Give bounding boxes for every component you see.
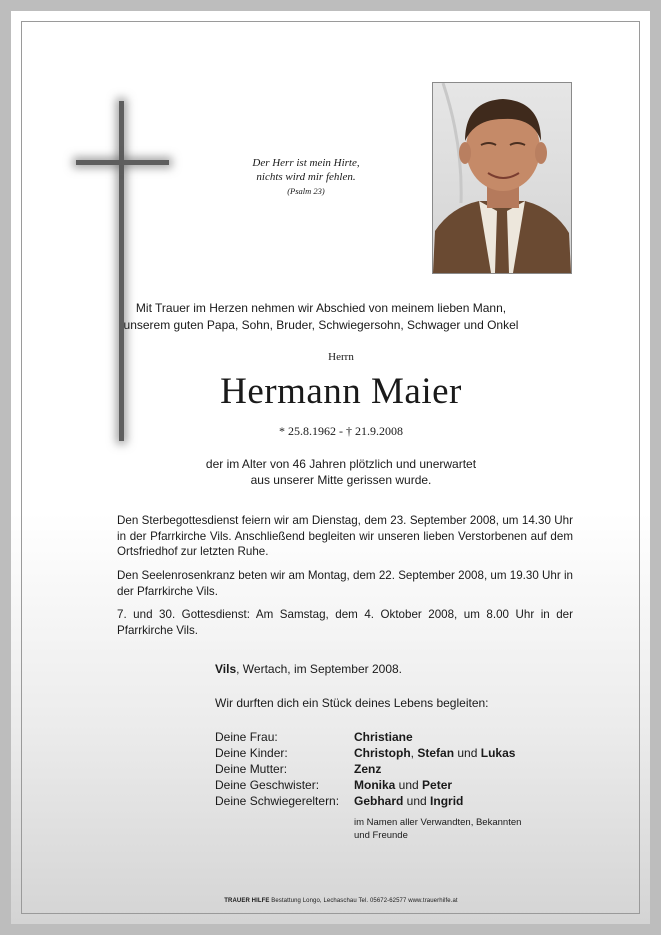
psalm-reference: (Psalm 23) [287, 186, 325, 196]
family-row [215, 777, 515, 793]
family-names: Christiane [354, 730, 413, 744]
age-line: aus unserer Mitte gerissen wurde. [250, 473, 432, 487]
family-names: Zenz [354, 762, 382, 776]
cross-icon-bar [76, 160, 169, 165]
age-text [161, 456, 521, 488]
honorific: Herrn [328, 351, 354, 363]
footer-brand: TRAUER HILFE [224, 898, 270, 904]
funeral-service-paragraph: Den Sterbegottesdienst feiern wir am Dienstag, dem 23. September 2008, um 14.30 Uhr in der Pfarrkirche Vils. Anschließend begleiten wir unseren lieben Verstorbenen auf dem Ortsfriedhof zur letzten Ruhe. [117, 514, 573, 558]
family-label: Deine Frau: [215, 730, 278, 744]
note-line: und Freunde [354, 830, 408, 841]
family-label: Deine Geschwister: [215, 778, 320, 792]
psalm-quote [216, 156, 396, 198]
family-row [215, 745, 515, 761]
psalm-line: nichts wird mir fehlen. [256, 171, 356, 183]
age-line: der im Alter von 46 Jahren plötzlich und unerwartet [205, 457, 477, 471]
family-row [215, 729, 515, 745]
family-names: Christoph, Stefan und Lukas [354, 746, 516, 760]
intro-line: Mit Trauer im Herzen nehmen wir Abschied von meinem lieben Mann, [135, 301, 507, 315]
obituary-page [11, 11, 650, 924]
life-dates: * 25.8.1962 - † 21.9.2008 [279, 424, 403, 438]
family-list [215, 729, 515, 809]
place-town: Vils [215, 662, 237, 676]
family-names: Gebhard und Ingrid [354, 794, 464, 808]
mass-paragraph: 7. und 30. Gottesdienst: Am Samstag, dem 4. Oktober 2008, um 8.00 Uhr in der Pfarrkirche Vils. [117, 608, 573, 637]
portrait-illustration [433, 83, 571, 273]
rosary-paragraph: Den Seelenrosenkranz beten wir am Montag, dem 22. September 2008, um 19.30 Uhr in der Pfarrkirche Vils. [117, 569, 573, 598]
cross-icon [119, 101, 124, 441]
place-rest: , Wertach, im September 2008. [236, 662, 402, 676]
relatives-note [354, 816, 554, 842]
portrait-photo [432, 82, 572, 274]
intro-text [91, 300, 551, 334]
family-label: Deine Schwiegereltern: [215, 794, 340, 808]
family-row [215, 761, 515, 777]
family-label: Deine Mutter: [215, 762, 288, 776]
place-date [215, 662, 402, 676]
psalm-line: Der Herr ist mein Hirte, [252, 157, 360, 169]
footer-imprint [111, 898, 571, 904]
family-row [215, 793, 515, 809]
family-label: Deine Kinder: [215, 746, 288, 760]
family-names: Monika und Peter [354, 778, 453, 792]
memory-line: Wir durften dich ein Stück deines Lebens begleiten: [215, 696, 489, 710]
deceased-name: Hermann Maier [220, 371, 462, 412]
footer-text: Bestattung Longo, Lechaschau Tel. 05672-62577 www.trauerhilfe.at [269, 898, 458, 904]
intro-line: unserem guten Papa, Sohn, Bruder, Schwiegersohn, Schwager und Onkel [123, 318, 519, 332]
note-line: im Namen aller Verwandten, Bekannten [354, 817, 522, 828]
